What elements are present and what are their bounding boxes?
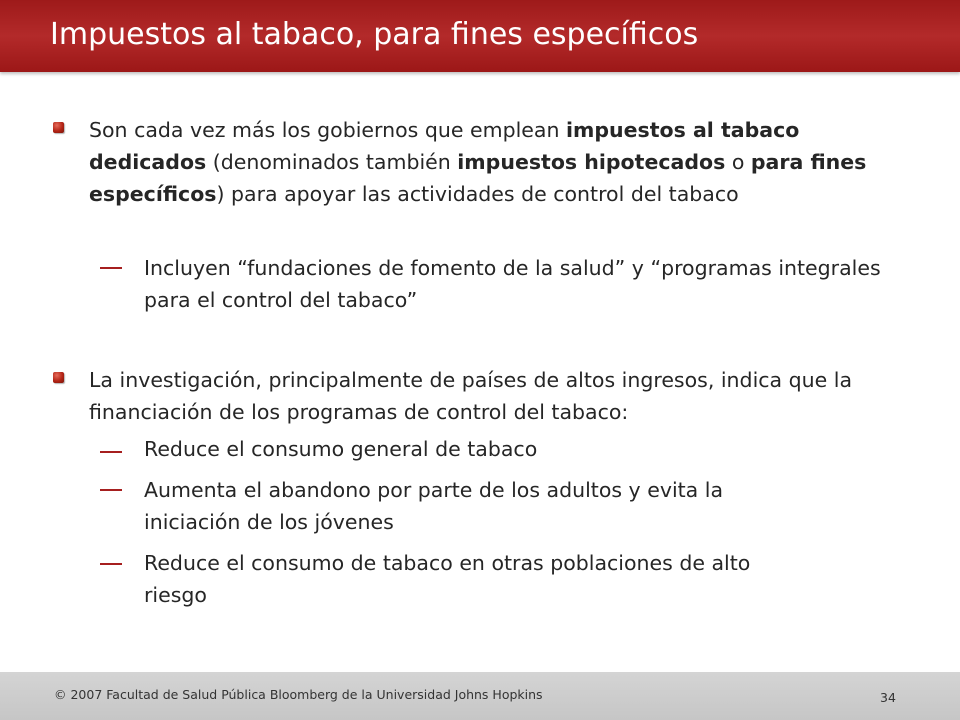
- bullet-icon: [53, 122, 64, 133]
- bullet-1-text-part: Son cada vez más los gobiernos que emplean: [89, 118, 566, 142]
- bullet-1-bold-term: para fines específicos: [89, 150, 867, 206]
- page-number: 34: [880, 690, 896, 705]
- dash-icon: [100, 267, 122, 269]
- bullet-1-text-part: (denominados también: [206, 150, 458, 174]
- bullet-2-subitem-3: Reduce el consumo de tabaco en otras poblaciones de alto riesgo: [144, 551, 751, 607]
- bullet-1-text-part: o: [725, 150, 751, 174]
- dash-icon: [100, 489, 122, 491]
- dash-icon: [100, 563, 122, 565]
- bullet-2-subitem-2: Aumenta el abandono por parte de los adultos y evita la iniciación de los jóvenes: [144, 478, 724, 534]
- bullet-icon: [53, 372, 64, 383]
- bullet-1-bold-term: impuestos hipotecados: [457, 150, 726, 174]
- slide-title: Impuestos al tabaco, para fines específicos: [50, 17, 699, 52]
- dash-icon: [100, 451, 122, 453]
- bullet-2-text: La investigación, principalmente de países de altos ingresos, indica que la financiación de los programas de control del tabaco:: [89, 368, 853, 424]
- bullet-1-text: [89, 114, 899, 210]
- bullet-1-subitem-1: Incluyen “fundaciones de fomento de la salud” y “programas integrales para el control del tabaco”: [144, 256, 881, 312]
- bullet-2-subitem-1: Reduce el consumo general de tabaco: [144, 437, 538, 461]
- footer-copyright: © 2007 Facultad de Salud Pública Bloomberg de la Universidad Johns Hopkins: [54, 687, 543, 702]
- bullet-1-bold-term: impuestos al tabaco dedicados: [89, 118, 800, 174]
- bullet-1-text-part: ) para apoyar las actividades de control del tabaco: [216, 182, 739, 206]
- footer-bar: [0, 672, 960, 720]
